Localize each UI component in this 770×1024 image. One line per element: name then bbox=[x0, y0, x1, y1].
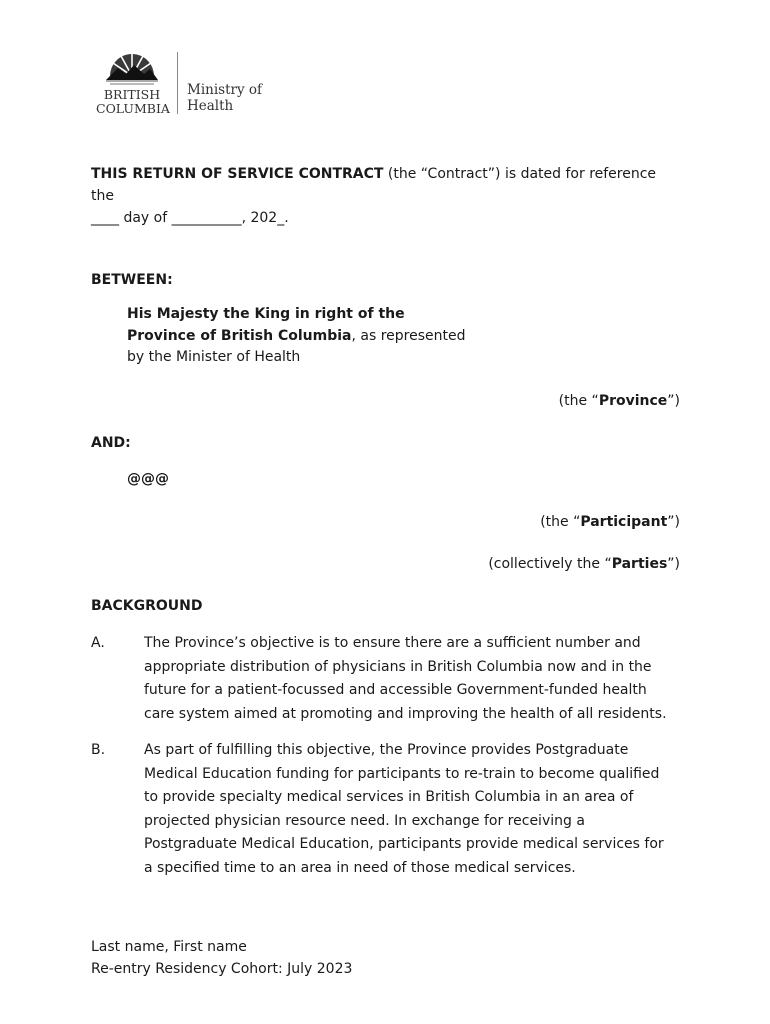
between-label: BETWEEN: bbox=[91, 272, 173, 288]
wordmark-line-1: BRITISH bbox=[103, 87, 161, 102]
def-term-province: Province bbox=[598, 393, 668, 409]
item-body bbox=[144, 739, 684, 880]
ministry-name bbox=[187, 82, 262, 114]
logo-divider bbox=[177, 52, 178, 114]
participant-placeholder: @@@ bbox=[127, 471, 169, 487]
item-line: Medical Education funding for participants to re-train to become qualified bbox=[144, 765, 660, 782]
item-line: As part of fulfilling this objective, the Province provides Postgraduate bbox=[144, 742, 629, 758]
def-term-parties: Parties bbox=[611, 556, 668, 572]
bc-ministry-logo bbox=[96, 48, 266, 118]
def-prefix: (collectively the “ bbox=[488, 556, 612, 572]
item-line: a specified time to an area in need of those medical services. bbox=[144, 859, 576, 876]
participant-definition bbox=[540, 511, 680, 533]
footer-name: Last name, First name bbox=[91, 939, 247, 955]
item-line: appropriate distribution of physicians in British Columbia now and in the bbox=[144, 658, 652, 675]
contract-intro bbox=[91, 163, 681, 229]
item-line: future for a patient-focussed and accessible Government-funded health bbox=[144, 682, 647, 698]
province-minister: by the Minister of Health bbox=[127, 349, 301, 365]
item-line: The Province’s objective is to ensure there are a sufficient number and bbox=[144, 635, 641, 651]
province-name-line-2: Province of British Columbia bbox=[127, 327, 352, 344]
intro-date-line: ____ day of __________, 202_. bbox=[91, 210, 289, 226]
def-suffix: ”) bbox=[667, 514, 680, 530]
def-suffix: ”) bbox=[667, 556, 680, 572]
def-term-participant: Participant bbox=[580, 514, 668, 530]
province-represented: , as represented bbox=[351, 327, 466, 344]
def-prefix: (the “ bbox=[558, 393, 599, 409]
item-line: Postgraduate Medical Education, participants provide medical services for bbox=[144, 836, 664, 852]
province-definition bbox=[559, 390, 680, 412]
contract-title: THIS RETURN OF SERVICE CONTRACT bbox=[91, 166, 384, 182]
province-party-block bbox=[127, 304, 527, 369]
page-footer bbox=[91, 936, 352, 980]
item-letter: B. bbox=[91, 742, 106, 758]
item-line: to provide specialty medical services in British Columbia in an area of bbox=[144, 789, 634, 805]
def-suffix: ”) bbox=[667, 393, 680, 409]
item-body bbox=[144, 632, 684, 726]
item-letter: A. bbox=[91, 635, 105, 651]
def-prefix: (the “ bbox=[540, 514, 581, 530]
british-columbia-wordmark bbox=[96, 88, 168, 116]
and-label: AND: bbox=[91, 435, 131, 451]
parties-definition bbox=[488, 553, 680, 575]
footer-cohort: Re-entry Residency Cohort: July 2023 bbox=[91, 961, 353, 977]
background-heading: BACKGROUND bbox=[91, 598, 203, 614]
wordmark-line-2: COLUMBIA bbox=[96, 101, 170, 116]
item-line: care system aimed at promoting and improving the health of all residents. bbox=[144, 705, 667, 722]
province-name-line-1: His Majesty the King in right of the bbox=[127, 306, 405, 322]
bc-sun-mountains-icon bbox=[102, 48, 162, 88]
ministry-line-2: Health bbox=[187, 98, 234, 114]
ministry-line-1: Ministry of bbox=[187, 82, 263, 98]
intro-rest: (the “Contract”) is dated for reference the bbox=[91, 166, 657, 204]
item-line: projected physician resource need. In exchange for receiving a bbox=[144, 812, 585, 829]
